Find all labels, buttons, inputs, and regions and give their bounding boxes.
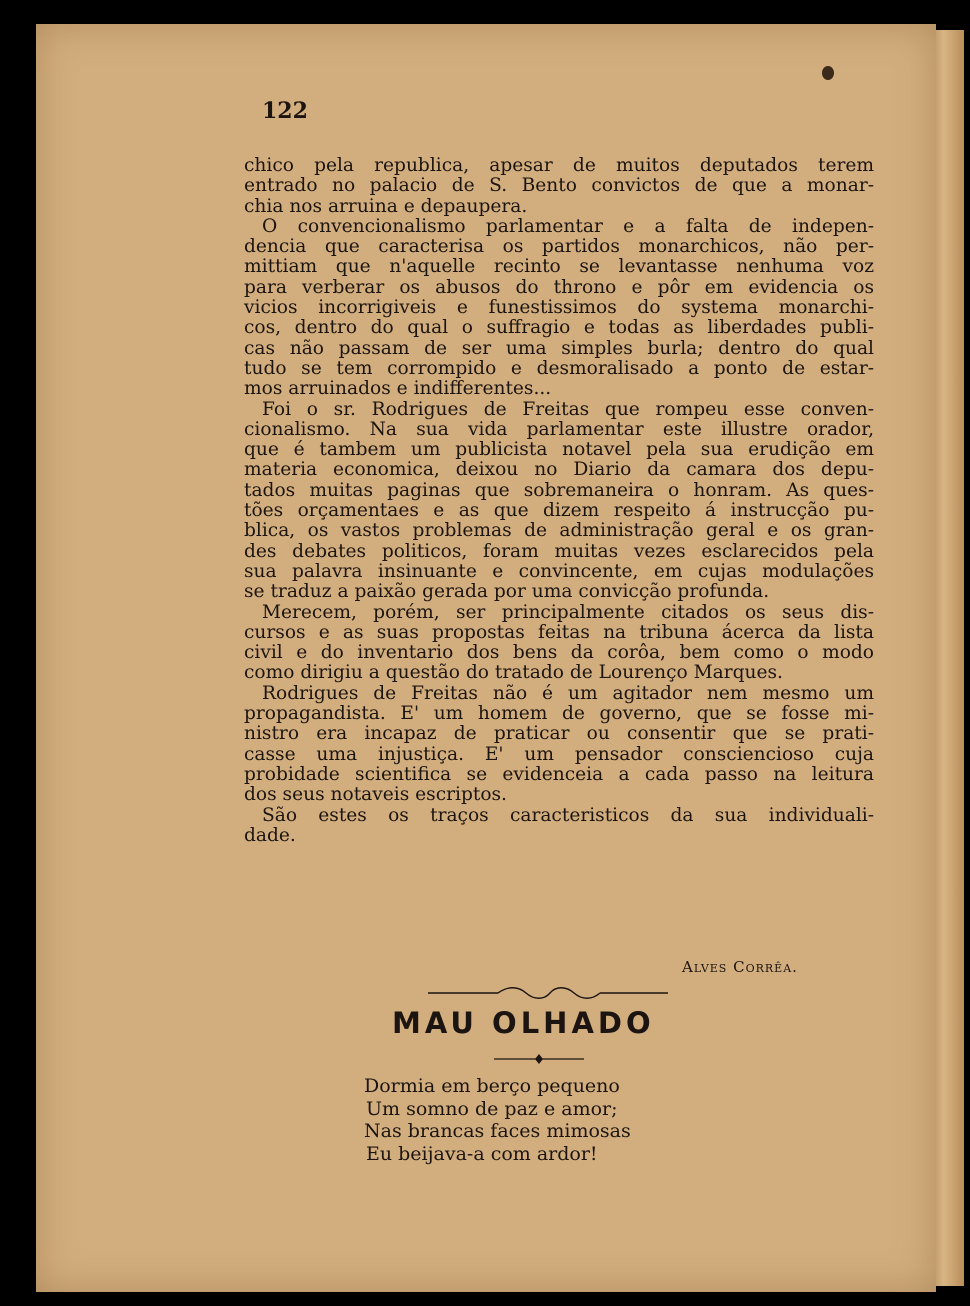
small-divider	[494, 1052, 584, 1066]
body-line: nistro era incapaz de praticar ou consentir que se prati-	[244, 723, 874, 745]
body-line: cas não passam de ser uma simples burla; dentro do qual	[244, 337, 874, 359]
body-line: entrado no palacio de S. Bento convictos de que a monar-	[244, 175, 874, 197]
body-line: dade.	[244, 824, 296, 846]
body-line: tudo se tem corrompido e desmoralisado a ponto de estar-	[244, 357, 874, 379]
poem-stanza	[364, 1075, 631, 1165]
body-line: tões orçamentaes e as que dizem respeito á instrucção pu-	[244, 500, 874, 522]
poem-line: Dormia em berço pequeno	[364, 1075, 620, 1097]
body-line: O convencionalismo parlamentar e a falta de indepen-	[262, 215, 874, 237]
body-line: se traduz a paixão gerada por uma convicção profunda.	[244, 581, 770, 603]
body-line: chia nos arruina e depaupera.	[244, 195, 528, 217]
ornamental-divider	[428, 983, 668, 1003]
body-line: mos arruinados e indifferentes...	[244, 378, 552, 400]
body-line: cos, dentro do qual o suffragio e todas as liberdades publi-	[244, 317, 874, 339]
poem-title: MAU OLHADO	[392, 1006, 655, 1040]
body-line: materia economica, deixou no Diario da camara dos depu-	[244, 459, 874, 481]
body-line: dencia que caracterisa os partidos monarchicos, não per-	[244, 236, 874, 258]
body-line: tados muitas paginas que sobremaneira o honram. As ques-	[244, 479, 874, 501]
body-line: cionalismo. Na sua vida parlamentar este illustre orador,	[244, 418, 874, 440]
body-line: cursos e as suas propostas feitas na tribuna ácerca da lista	[244, 621, 874, 643]
body-line: que é tambem um publicista notavel pela sua erudição em	[244, 439, 874, 461]
body-line: São estes os traços caracteristicos da sua individuali-	[262, 804, 874, 826]
body-line: propagandista. E' um homem de governo, que se fosse mi-	[244, 703, 874, 725]
body-line: des debates politicos, foram muitas vezes esclarecidos pela	[244, 540, 874, 562]
poem-line: Um somno de paz e amor;	[366, 1097, 618, 1120]
body-line: mittiam que n'aquelle recinto se levantasse nenhuma voz	[244, 256, 874, 278]
body-line: probidade scientifica se evidenceia a cada passo na leitura	[244, 763, 874, 785]
page-number: 122	[262, 98, 308, 124]
poem-line: Nas brancas faces mimosas	[364, 1120, 631, 1142]
body-line: Foi o sr. Rodrigues de Freitas que rompeu esse conven-	[262, 398, 874, 420]
body-line: Merecem, porém, ser principalmente citados os seus dis-	[262, 601, 874, 623]
body-line: para verberar os abusos do throno e pôr em evidencia os	[244, 276, 874, 298]
article-body	[244, 156, 874, 846]
author-signature: Alves Corrêa.	[682, 958, 798, 976]
body-line: chico pela republica, apesar de muitos deputados terem	[244, 155, 874, 176]
body-line: blica, os vastos problemas de administração geral e os gran-	[244, 520, 874, 542]
body-line: civil e do inventario dos bens da corôa, bem como o modo	[244, 642, 874, 664]
body-line: como dirigiu a questão do tratado de Lourenço Marques.	[244, 662, 783, 684]
body-line: sua palavra insinuante e convincente, em cujas modulações	[244, 560, 874, 582]
body-line: vicios incorrigiveis e funestissimos do systema monarchi-	[244, 297, 874, 319]
body-line: Rodrigues de Freitas não é um agitador nem mesmo um	[262, 682, 874, 704]
ink-speck	[822, 66, 834, 80]
body-line: dos seus notaveis escriptos.	[244, 784, 507, 806]
body-line: casse uma injustiça. E' um pensador consciencioso cuja	[244, 743, 874, 765]
poem-line: Eu beijava-a com ardor!	[366, 1142, 598, 1165]
